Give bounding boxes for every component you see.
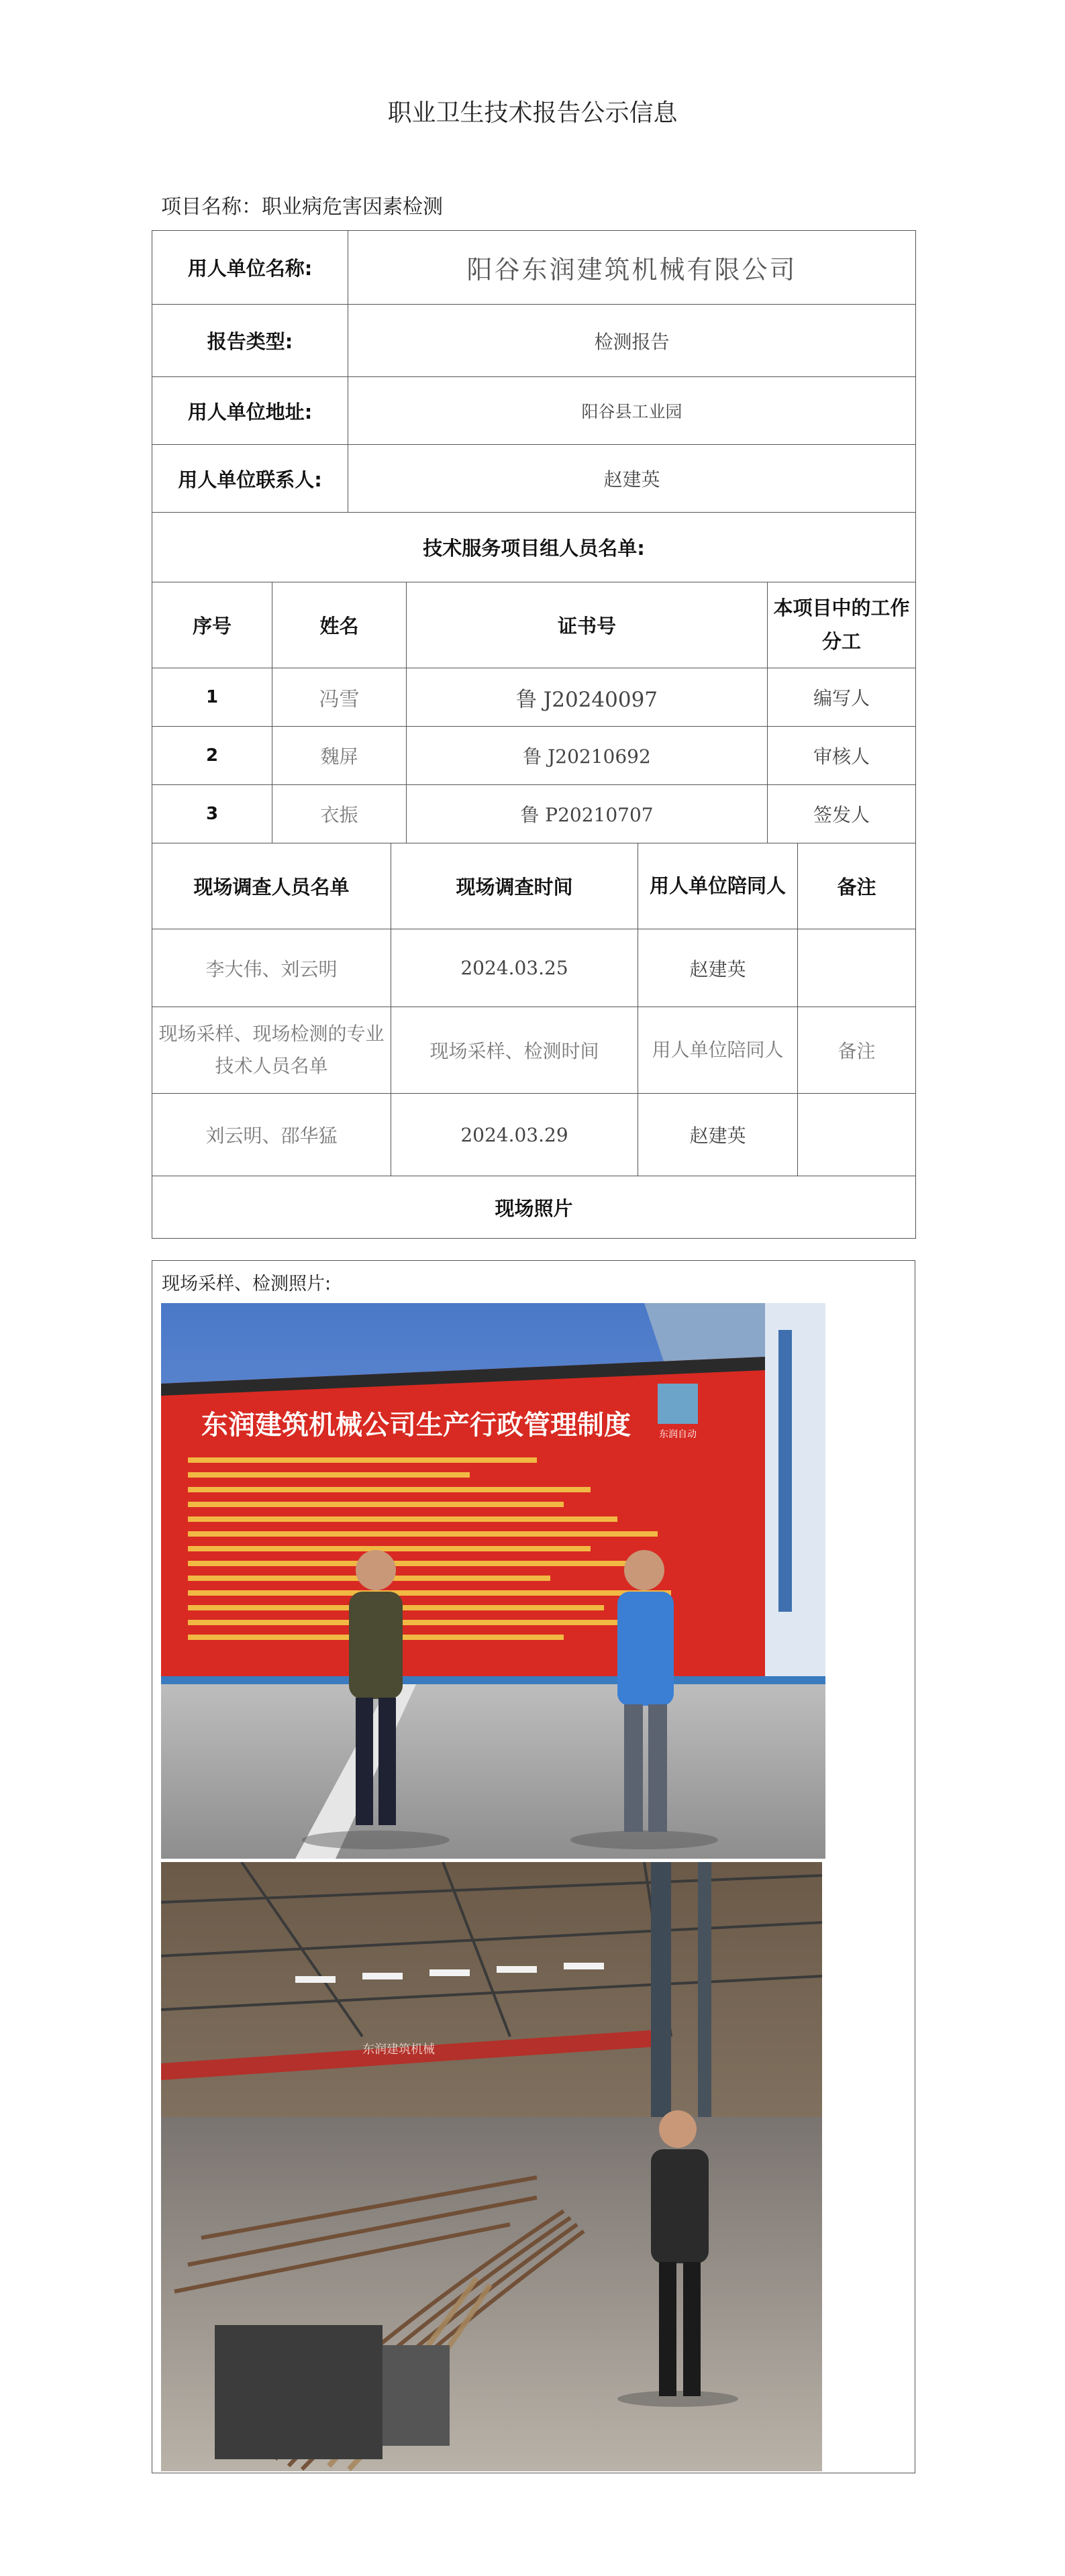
row-name: 衣振 [272,785,407,843]
page-title: 职业卫生技术报告公示信息 [387,99,678,127]
survey-time: 2024.03.25 [391,929,638,1007]
crane-text: 东润建筑机械 [362,2043,435,2057]
photo-section-heading: 现场照片 [152,1176,916,1239]
row-role: 编写人 [768,668,916,727]
row-name: 魏屏 [272,727,407,785]
row-cert: 鲁 J20210692 [407,727,768,785]
row-role: 签发人 [768,785,916,843]
row-cert: 鲁 P20210707 [407,785,768,843]
row-name: 冯雪 [272,668,407,727]
survey-header-companion: 用人单位陪同人 [638,843,798,929]
survey-note [798,929,916,1007]
survey-header-time: 现场调查时间 [391,843,638,929]
survey-header-people: 现场调查人员名单 [152,843,391,929]
report-type-label: 报告类型: [152,305,348,377]
team-header-no: 序号 [152,582,272,668]
project-line [161,190,443,219]
table-row [152,668,916,727]
contact: 赵建英 [348,445,916,513]
sampling-note [798,1094,916,1176]
unit-name-label: 用人单位名称: [152,231,348,305]
survey-table [152,843,916,1239]
team-header-name: 姓名 [272,582,407,668]
sampling-header-companion: 用人单位陪同人 [638,1007,798,1094]
row-no: 1 [152,668,272,727]
row-no: 2 [152,727,272,785]
team-heading: 技术服务项目组人员名单: [152,513,916,582]
banner-title: 东润建筑机械公司生产行政管理制度 [201,1410,631,1441]
sampling-header-people: 现场采样、现场检测的专业技术人员名单 [152,1007,391,1094]
table-row [152,929,916,1007]
sampling-companion: 赵建英 [638,1094,798,1176]
survey-header-note: 备注 [798,843,916,929]
sampling-header-note: 备注 [798,1007,916,1094]
banner-logo-text: 东润自动 [659,1429,697,1439]
row-no: 3 [152,785,272,843]
photo-label: 现场采样、检测照片: [162,1274,332,1294]
survey-people: 李大伟、刘云明 [152,929,391,1007]
table-row [152,785,916,843]
address-label: 用人单位地址: [152,377,348,445]
sampling-header-time: 现场采样、检测时间 [391,1007,638,1094]
site-photo-workshop [161,1862,822,2471]
report-type: 检测报告 [348,305,916,377]
sampling-people: 刘云明、邵华猛 [152,1094,391,1176]
team-header-cert: 证书号 [407,582,768,668]
info-table [152,230,916,582]
row-role: 审核人 [768,727,916,785]
table-row [152,1094,916,1176]
contact-label: 用人单位联系人: [152,445,348,513]
site-photo-banner [161,1303,825,1859]
project-label: 项目名称： [161,195,262,219]
photo-box [152,1260,915,2473]
row-cert: 鲁 J20240097 [407,668,768,727]
sampling-time: 2024.03.29 [391,1094,638,1176]
team-table [152,582,916,843]
survey-companion: 赵建英 [638,929,798,1007]
unit-name: 阳谷东润建筑机械有限公司 [348,231,916,305]
project-name: 职业病危害因素检测 [262,195,443,219]
address: 阳谷县工业园 [348,377,916,445]
team-header-role: 本项目中的工作分工 [768,582,916,668]
table-row [152,727,916,785]
